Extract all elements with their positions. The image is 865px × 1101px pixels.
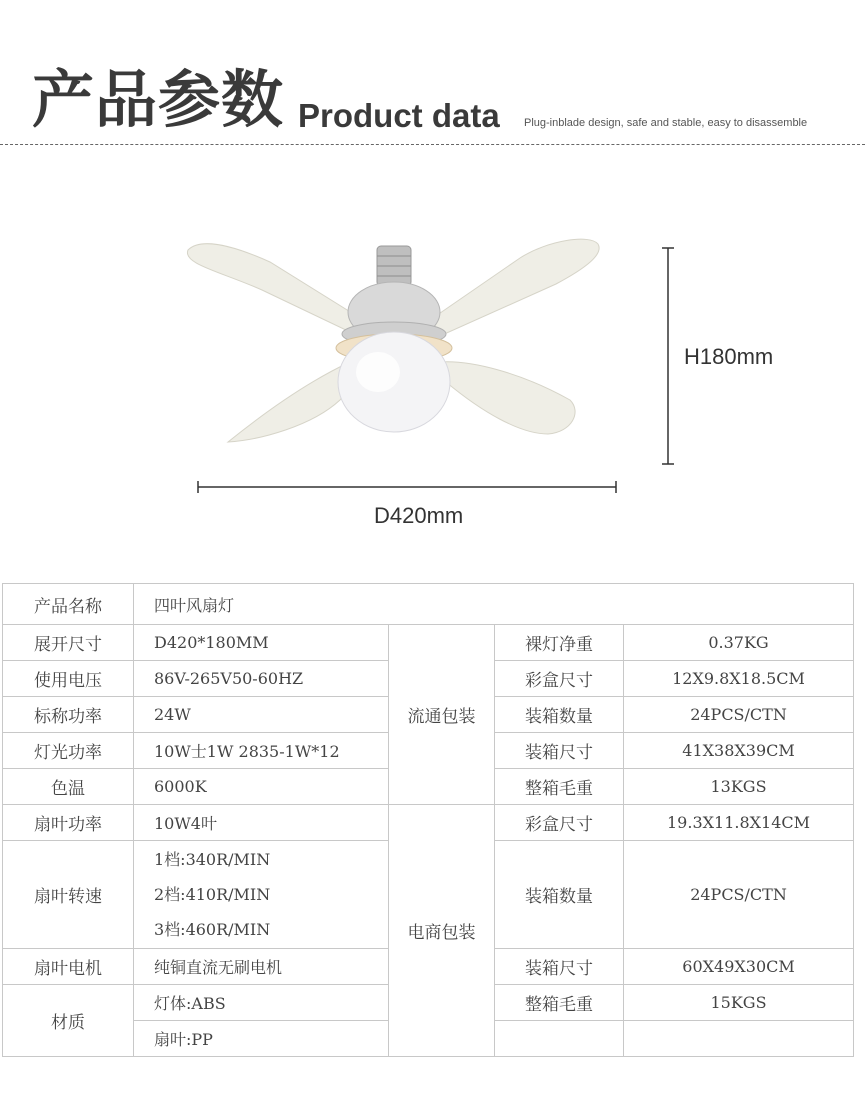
spec-label: 扇叶功率 — [3, 805, 134, 841]
spec-label: 展开尺寸 — [3, 625, 134, 661]
page-header — [0, 0, 865, 150]
pack-value: 0.37KG — [624, 625, 854, 661]
spec-value: 86V-265V50-60HZ — [134, 661, 389, 697]
group-ecom-label: 电商包装 — [389, 805, 495, 1057]
title-subtitle: Plug-inblade design, safe and stable, easy to disassemble — [524, 117, 808, 129]
product-figure — [0, 150, 865, 550]
spec-value: 10W士1W 2835-1W*12 — [134, 733, 389, 769]
product-name-label: 产品名称 — [3, 584, 134, 625]
spec-table — [2, 583, 854, 1057]
material-label: 材质 — [3, 985, 134, 1057]
pack-label: 裸灯净重 — [495, 625, 624, 661]
motor-label: 扇叶电机 — [3, 949, 134, 985]
pack-value: 24PCS/CTN — [624, 697, 854, 733]
pack-label: 装箱数量 — [495, 841, 624, 949]
table-row — [3, 625, 854, 661]
pack-label: 彩盒尺寸 — [495, 661, 624, 697]
pack-label: 整箱毛重 — [495, 985, 624, 1021]
pack-value: 24PCS/CTN — [624, 841, 854, 949]
spec-value: 6000K — [134, 769, 389, 805]
material-value: 灯体:ABS — [134, 985, 389, 1021]
group-retail-label: 流通包装 — [389, 625, 495, 805]
speed-value: 2档:410R/MIN — [154, 885, 271, 904]
pack-label: 整箱毛重 — [495, 769, 624, 805]
pack-value: 13KGS — [624, 769, 854, 805]
title-chinese: 产品参数 — [32, 63, 285, 136]
empty-cell — [495, 1021, 624, 1057]
spec-label: 色温 — [3, 769, 134, 805]
pack-label: 装箱尺寸 — [495, 733, 624, 769]
title-english: Product data — [298, 97, 500, 134]
speed-label: 扇叶转速 — [3, 841, 134, 949]
spec-label: 标称功率 — [3, 697, 134, 733]
table-row — [3, 584, 854, 625]
motor-value: 纯铜直流无刷电机 — [134, 949, 389, 985]
pack-label: 彩盒尺寸 — [495, 805, 624, 841]
material-value: 扇叶:PP — [134, 1021, 389, 1057]
speed-value: 3档:460R/MIN — [154, 920, 271, 939]
diameter-dimension-label: D420mm — [374, 503, 464, 528]
spec-label: 灯光功率 — [3, 733, 134, 769]
product-name-value: 四叶风扇灯 — [134, 584, 854, 625]
pack-value: 60X49X30CM — [624, 949, 854, 985]
speed-value: 1档:340R/MIN — [154, 850, 271, 869]
pack-value: 15KGS — [624, 985, 854, 1021]
pack-label: 装箱数量 — [495, 697, 624, 733]
speed-values — [134, 841, 389, 949]
spec-value: D420*180MM — [134, 625, 389, 661]
pack-value: 19.3X11.8X14CM — [624, 805, 854, 841]
empty-cell — [624, 1021, 854, 1057]
pack-value: 41X38X39CM — [624, 733, 854, 769]
spec-value: 24W — [134, 697, 389, 733]
height-dimension-label: H180mm — [684, 344, 774, 369]
spec-label: 使用电压 — [3, 661, 134, 697]
table-row — [3, 805, 854, 841]
pack-label: 装箱尺寸 — [495, 949, 624, 985]
dashed-divider — [0, 144, 865, 145]
spec-value: 10W4叶 — [134, 805, 389, 841]
pack-value: 12X9.8X18.5CM — [624, 661, 854, 697]
